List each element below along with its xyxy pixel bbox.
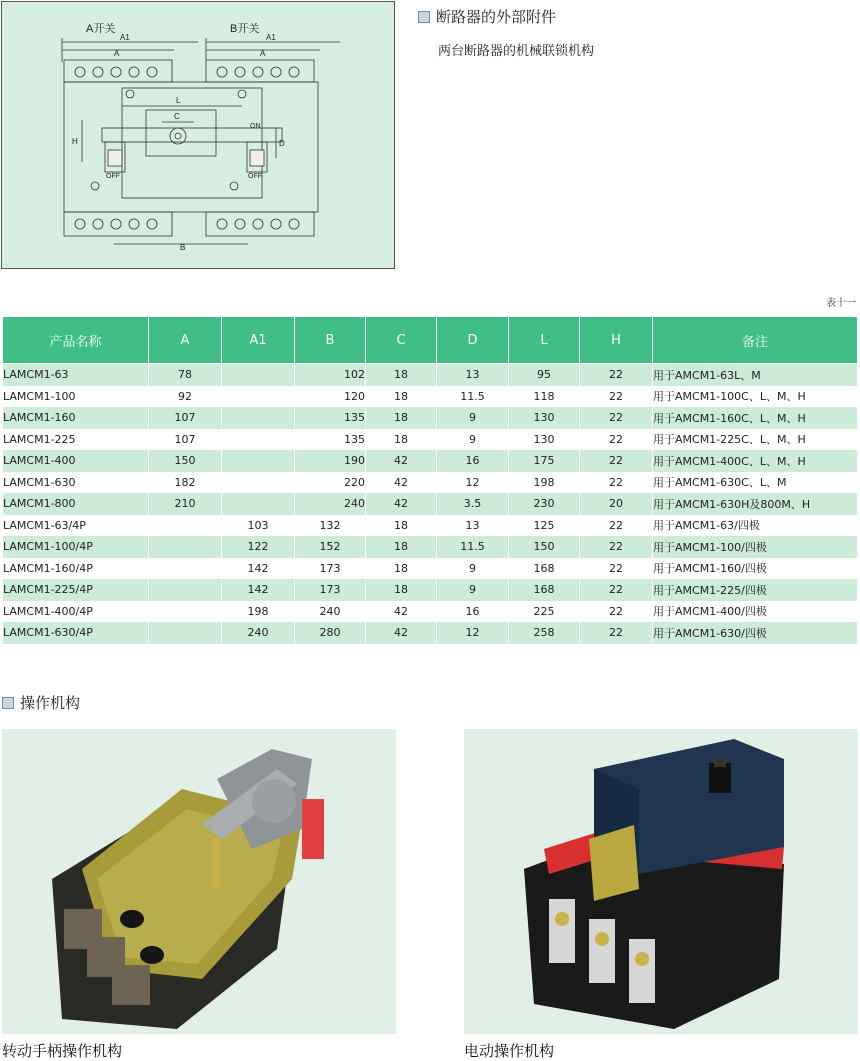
- cell-h: 22: [580, 429, 653, 451]
- table-row: [3, 364, 858, 386]
- operation-heading-text: 操作机构: [20, 694, 81, 712]
- cell-b: 102: [295, 364, 366, 386]
- cell-a1: 122: [222, 536, 295, 558]
- interlock-subtitle: 两台断路器的机械联锁机构: [438, 44, 595, 59]
- cell-a1: [222, 472, 295, 494]
- cell-c: 42: [366, 493, 437, 515]
- table-row: [3, 579, 858, 601]
- cell-name: LAMCM1-400/4P: [3, 601, 149, 623]
- cell-d: 9: [437, 579, 509, 601]
- col-header-name: 产品名称: [3, 317, 149, 364]
- drawing-label-a-right: A: [260, 49, 266, 58]
- cell-a: 107: [149, 407, 222, 429]
- cell-d: 13: [437, 364, 509, 386]
- rotary-handle-caption: 转动手柄操作机构: [2, 1042, 123, 1060]
- cell-name: LAMCM1-100/4P: [3, 536, 149, 558]
- table-row: [3, 536, 858, 558]
- cell-h: 22: [580, 536, 653, 558]
- cell-note: 用于AMCM1-400C、L、M、H: [653, 450, 858, 472]
- cell-name: LAMCM1-225: [3, 429, 149, 451]
- cell-d: 13: [437, 515, 509, 537]
- cell-c: 18: [366, 515, 437, 537]
- table-header-row: [3, 317, 858, 364]
- drawing-label-a1-right: A1: [266, 33, 276, 42]
- cell-d: 9: [437, 407, 509, 429]
- drawing-label-off-right: OFF: [248, 173, 262, 180]
- table-row: [3, 386, 858, 408]
- col-header-l: L: [509, 317, 580, 364]
- col-header-a1: A1: [222, 317, 295, 364]
- table-row: [3, 515, 858, 537]
- table-caption: 表十一: [826, 298, 856, 309]
- cell-b: 135: [295, 429, 366, 451]
- accessories-heading-text: 断路器的外部附件: [436, 8, 557, 26]
- cell-h: 22: [580, 515, 653, 537]
- cell-name: LAMCM1-63: [3, 364, 149, 386]
- drawing-label-switch-b: B开关: [230, 23, 260, 35]
- rotary-handle-photo: [2, 729, 396, 1034]
- cell-a1: 240: [222, 622, 295, 644]
- cell-a: [149, 622, 222, 644]
- cell-note: 用于AMCM1-630H及800M、H: [653, 493, 858, 515]
- col-header-note: 备注: [653, 317, 858, 364]
- table-row: [3, 450, 858, 472]
- cell-h: 22: [580, 407, 653, 429]
- accessories-heading: [418, 6, 556, 27]
- cell-d: 16: [437, 601, 509, 623]
- table-row: [3, 493, 858, 515]
- table-row: [3, 429, 858, 451]
- cell-b: 173: [295, 579, 366, 601]
- cell-d: 3.5: [437, 493, 509, 515]
- cell-a: 92: [149, 386, 222, 408]
- cell-l: 198: [509, 472, 580, 494]
- cell-name: LAMCM1-225/4P: [3, 579, 149, 601]
- cell-a: [149, 601, 222, 623]
- cell-a: 150: [149, 450, 222, 472]
- cell-b: 132: [295, 515, 366, 537]
- cell-b: 240: [295, 601, 366, 623]
- cell-a1: [222, 407, 295, 429]
- cell-d: 16: [437, 450, 509, 472]
- cell-b: 152: [295, 536, 366, 558]
- cell-l: 168: [509, 558, 580, 580]
- cell-a1: [222, 493, 295, 515]
- cell-l: 130: [509, 407, 580, 429]
- cell-c: 18: [366, 407, 437, 429]
- cell-a1: [222, 386, 295, 408]
- drawing-label-a1-left: A1: [120, 33, 130, 42]
- drawing-label-c: C: [174, 112, 180, 121]
- cell-a1: [222, 450, 295, 472]
- cell-b: 190: [295, 450, 366, 472]
- cell-note: 用于AMCM1-100C、L、M、H: [653, 386, 858, 408]
- cell-l: 230: [509, 493, 580, 515]
- cell-h: 22: [580, 450, 653, 472]
- cell-name: LAMCM1-160/4P: [3, 558, 149, 580]
- drawing-label-switch-a: A开关: [86, 23, 116, 35]
- col-header-d: D: [437, 317, 509, 364]
- cell-note: 用于AMCM1-225/四极: [653, 579, 858, 601]
- cell-a1: [222, 429, 295, 451]
- motor-operator-caption: 电动操作机构: [464, 1042, 555, 1060]
- cell-d: 9: [437, 558, 509, 580]
- cell-h: 22: [580, 622, 653, 644]
- motor-operator-photo: [464, 729, 858, 1034]
- cell-h: 22: [580, 472, 653, 494]
- cell-a1: [222, 364, 295, 386]
- cell-c: 18: [366, 558, 437, 580]
- cell-d: 9: [437, 429, 509, 451]
- cell-note: 用于AMCM1-100/四极: [653, 536, 858, 558]
- cell-l: 150: [509, 536, 580, 558]
- cell-note: 用于AMCM1-630C、L、M: [653, 472, 858, 494]
- cell-a1: 142: [222, 558, 295, 580]
- cell-b: 135: [295, 407, 366, 429]
- bullet-square-icon: [2, 697, 14, 709]
- cell-l: 225: [509, 601, 580, 623]
- cell-name: LAMCM1-800: [3, 493, 149, 515]
- cell-c: 18: [366, 536, 437, 558]
- cell-c: 18: [366, 429, 437, 451]
- col-header-c: C: [366, 317, 437, 364]
- cell-a: 107: [149, 429, 222, 451]
- table-row: [3, 472, 858, 494]
- table-row: [3, 558, 858, 580]
- cell-note: 用于AMCM1-160/四极: [653, 558, 858, 580]
- cell-a: 182: [149, 472, 222, 494]
- cell-l: 125: [509, 515, 580, 537]
- cell-note: 用于AMCM1-225C、L、M、H: [653, 429, 858, 451]
- cell-b: 280: [295, 622, 366, 644]
- cell-c: 18: [366, 364, 437, 386]
- drawing-label-l: L: [176, 96, 181, 105]
- cell-l: 95: [509, 364, 580, 386]
- cell-c: 42: [366, 472, 437, 494]
- cell-l: 168: [509, 579, 580, 601]
- cell-note: 用于AMCM1-160C、L、M、H: [653, 407, 858, 429]
- cell-c: 18: [366, 579, 437, 601]
- cell-b: 173: [295, 558, 366, 580]
- cell-l: 175: [509, 450, 580, 472]
- drawing-label-d: D: [279, 139, 285, 148]
- cell-note: 用于AMCM1-400/四极: [653, 601, 858, 623]
- col-header-h: H: [580, 317, 653, 364]
- table-row: [3, 407, 858, 429]
- cell-a: [149, 558, 222, 580]
- cell-a: 210: [149, 493, 222, 515]
- cell-b: 240: [295, 493, 366, 515]
- drawing-label-a-left: A: [114, 49, 120, 58]
- interlock-drawing: [1, 1, 395, 269]
- cell-c: 42: [366, 450, 437, 472]
- drawing-label-h: H: [72, 137, 78, 146]
- cell-a: [149, 515, 222, 537]
- cell-h: 22: [580, 558, 653, 580]
- cell-b: 220: [295, 472, 366, 494]
- table-row: [3, 622, 858, 644]
- drawing-label-off-left: OFF: [106, 173, 120, 180]
- spec-table: [2, 316, 858, 644]
- bullet-square-icon: [418, 11, 430, 23]
- drawing-label-b: B: [180, 243, 186, 252]
- col-header-b: B: [295, 317, 366, 364]
- cell-note: 用于AMCM1-63L、M: [653, 364, 858, 386]
- cell-d: 11.5: [437, 536, 509, 558]
- cell-c: 42: [366, 622, 437, 644]
- cell-a: [149, 536, 222, 558]
- cell-h: 22: [580, 386, 653, 408]
- cell-h: 22: [580, 364, 653, 386]
- cell-c: 18: [366, 386, 437, 408]
- cell-name: LAMCM1-630/4P: [3, 622, 149, 644]
- cell-name: LAMCM1-160: [3, 407, 149, 429]
- cell-l: 130: [509, 429, 580, 451]
- cell-a: [149, 579, 222, 601]
- cell-d: 11.5: [437, 386, 509, 408]
- cell-name: LAMCM1-63/4P: [3, 515, 149, 537]
- cell-d: 12: [437, 472, 509, 494]
- table-row: [3, 601, 858, 623]
- cell-l: 118: [509, 386, 580, 408]
- cell-a1: 198: [222, 601, 295, 623]
- cell-note: 用于AMCM1-63/四极: [653, 515, 858, 537]
- cell-a: 78: [149, 364, 222, 386]
- drawing-label-on: ON: [250, 123, 261, 130]
- cell-l: 258: [509, 622, 580, 644]
- cell-note: 用于AMCM1-630/四极: [653, 622, 858, 644]
- cell-name: LAMCM1-100: [3, 386, 149, 408]
- cell-h: 20: [580, 493, 653, 515]
- col-header-a: A: [149, 317, 222, 364]
- cell-name: LAMCM1-400: [3, 450, 149, 472]
- cell-h: 22: [580, 579, 653, 601]
- cell-name: LAMCM1-630: [3, 472, 149, 494]
- cell-a1: 103: [222, 515, 295, 537]
- operation-heading: [2, 692, 80, 713]
- cell-b: 120: [295, 386, 366, 408]
- cell-d: 12: [437, 622, 509, 644]
- cell-a1: 142: [222, 579, 295, 601]
- cell-h: 22: [580, 601, 653, 623]
- cell-c: 42: [366, 601, 437, 623]
